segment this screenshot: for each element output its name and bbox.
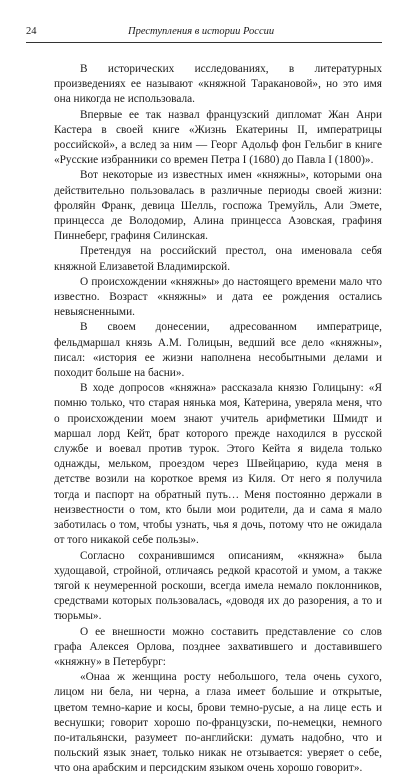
paragraph: В ходе допросов «княжна» рассказала князю Голицыну: «Я помню только, что старая нянька моя, Катерина, уверяла меня, что о происхождении моем знают учитель арифметики Шмидт и маршал лорд Кейт, брат которого прежде находился в русской службе и воевал против турок. Этого Кейта я видела только однажды, мельком, проездом через Швейцарию, куда меня в детстве возили на короткое время из Киля. От него я получила тогда и паспорт на обратный путь… Меня постоянно держали в неизвестности о том, кто были мои родители, да и сама я мало заботилась о том, чтобы узнать, чья я дочь, потому что не ожидала от того никакой себе пользы». bbox=[54, 382, 382, 547]
paragraph: Претендуя на российский престол, она именовала себя княжной Елизаветой Владимирской. bbox=[54, 245, 382, 273]
paragraph: В своем донесении, адресованном императрице, фельдмаршал князь А.М. Голицын, ведший все дело «княжны», писал: «история ее жизни наполнена несобытными делами и походит больше на басни». bbox=[54, 321, 382, 380]
paragraph: О ее внешности можно составить представление со слов графа Алексея Орлова, позднее захватившего и доставившего «княжну» в Петербург: bbox=[54, 625, 382, 668]
paragraph: Вот некоторые из известных имен «княжны», которыми она действительно пользовалась в различные периоды своей жизни: фроляйн Франк, девица Шелль, госпожа Тремуйль, Али Эмете, принцесса де Володомир, Алина принцесса Азовская, графиня Пиннеберг, графиня Силинская. bbox=[54, 169, 382, 243]
paragraph: «Онаа ж женщина росту небольшого, тела очень сухого, лицом ни бела, ни черна, а глаза имеет большие и открытые, цветом темно-карие и косы, брови темно-русые, а на лице есть и веснушки; говорит хорошо по-французски, по-немецки, немного по-итальянски, разумеет по-английски: думать надобно, что и польский язык знает, только никак не отзывается: уверяет о себе, что она арабским и персидским языком очень хорошо говорит». bbox=[54, 671, 382, 775]
body-text bbox=[54, 62, 382, 777]
header-rule bbox=[26, 42, 382, 43]
running-title: Преступления в истории России bbox=[128, 26, 275, 37]
running-header bbox=[26, 22, 382, 40]
paragraph: В исторических исследованиях, в литературных произведениях ее называют «княжной Таракановой», но это имя она никогда не использовала. bbox=[54, 63, 382, 106]
paragraph: Впервые ее так назвал французский дипломат Жан Анри Кастера в своей книге «Жизнь Екатерины II, императрицы российской», а вслед за ним — Георг Адольф фон Гельбиг в книге «Русские избранники со времен Петра I (1680) до Павла I (1800)». bbox=[54, 108, 382, 167]
page-number: 24 bbox=[26, 26, 37, 37]
paragraph: О происхождении «княжны» до настоящего времени мало что известно. Возраст «княжны» и дата ее рождения остались невыясненными. bbox=[54, 275, 382, 319]
paragraph: Согласно сохранившимся описаниям, «княжна» была худощавой, стройной, отличаясь редкой красотой и умом, а также тягой к неумеренной роскоши, всегда имела немало поклонников, средствами которых пользовалась, «доводя их до разорения, а то и тюрьмы». bbox=[54, 549, 382, 623]
